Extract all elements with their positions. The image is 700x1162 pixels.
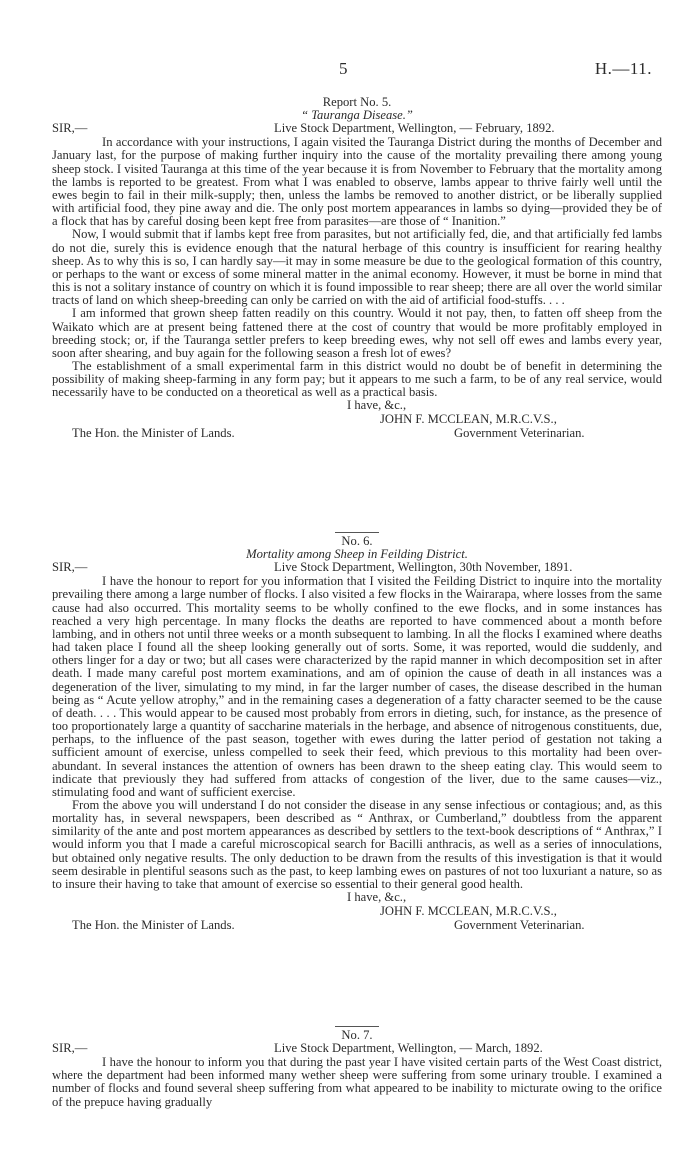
- section-divider: [335, 1026, 379, 1027]
- paragraph: The establishment of a small experimental farm in this district would no doubt be of benefit in determining the possibility of making sheep-farming in any form pay; but it appears to me such a farm, to be of any real service, would necessarily have to be conducted on a theoretical as well as a practical basis.: [52, 358, 662, 400]
- closing-line: [52, 891, 662, 905]
- paragraph: I have the honour to report for you information that I visited the Feilding District to inquire into the mortality prevailing there among a large number of flocks. I also visited a few flocks in the Wairarapa, where losses from the same cause had also occurred. This mortality seems to be wholly confined to the ewe flocks, and in some instances has reached a very high percentage. In many flocks the deaths are reported to have commenced about a month before lambing, and in others not until three weeks or a month subsequent to lambing. In all the flocks I examined where deaths had taken place I found all the sheep looking generally out of sorts. Some, it was reported, would die suddenly, and others linger for a day or two; but all cases were characterized by the rapid manner in which decomposition set in after death. I made many careful post mortem examinations, and am of opinion the cause of death in all instances was a degeneration of the liver, simulating to my mind, in far the larger number of cases, the disease described in the human being as “ Acute yellow atrophy,” and in the remaining cases a degeneration of a fatty character seemed to be the cause of death. . . . This would appear to be caused most probably from errors in dieting, such, for instance, as the presence of too proportionately large a quantity of saccharine materials in the herbage, and absence of nitrogenous constituents, due, perhaps, to the influence of the past season, together with ewes during the latter period of gestation not taking a sufficient amount of exercise, unless compelled to seek their feed, which previous to this mortality had been over-abundant. In several instances the attention of owners has been drawn to the sheep eating clay. This would seem to indicate that previously they had suffered from attacks of congestion of the liver, due to the same causes—viz., stimulating food and want of sufficient exercise.: [52, 574, 662, 799]
- closing: I have, &c.,: [347, 890, 407, 905]
- page-number: 5: [339, 59, 348, 78]
- salutation: SIR,—: [52, 560, 88, 575]
- paragraph: I have the honour to inform you that during the past year I have visited certain parts of the West Coast district, where the department had been informed many wether sheep were suffering from some urinary trouble. I examined a number of flocks and found several sheep suffering from what appeared to be inability to micturate owing to the orifice of the prepuce having gradually: [52, 1055, 662, 1109]
- salutation: SIR,—: [52, 121, 88, 136]
- signer-name: JOHN F. MCCLEAN, M.R.C.V.S.,: [380, 904, 557, 919]
- signer-title: Government Veterinarian.: [454, 918, 585, 933]
- salutation: SIR,—: [52, 1041, 88, 1056]
- salutation-line: [52, 1042, 662, 1056]
- signer-name: JOHN F. MCCLEAN, M.R.C.V.S.,: [380, 412, 557, 427]
- report-7: [52, 1022, 662, 1109]
- signer-title: Government Veterinarian.: [454, 426, 585, 441]
- report-subtitle: “ Tauranga Disease.”: [301, 108, 413, 123]
- salutation-line: [52, 122, 662, 136]
- document-code: H.—11.: [594, 59, 652, 78]
- closing: I have, &c.,: [347, 398, 407, 413]
- recipient: The Hon. the Minister of Lands.: [72, 426, 235, 441]
- closing-line: [52, 399, 662, 413]
- salutation-line: [52, 561, 662, 575]
- signature-block: [52, 905, 662, 933]
- report-subtitle: Mortality among Sheep in Feilding District.: [246, 547, 468, 562]
- recipient: The Hon. the Minister of Lands.: [72, 918, 235, 933]
- section-divider: [335, 532, 379, 533]
- letter-address: Live Stock Department, Wellington, — February, 1892.: [274, 121, 555, 136]
- report-6: [52, 528, 662, 933]
- letter-address: Live Stock Department, Wellington, — March, 1892.: [274, 1041, 543, 1056]
- paragraph: From the above you will understand I do not consider the disease in any sense infectious or contagious; and, as this mortality has, in several newspapers, been described as “ Anthrax, or Cumberland,” doubtless from the apparent similarity of the ante and post mortem appearances as described by settlers to the text-book descriptions of “ Anthrax,” I would inform you that I made a careful microscopical search for Bacilli anthracis, as well as a series of innoculations, but obtained only negative results. The only deduction to be drawn from the results of this investigation is that it would seem desirable in plentiful seasons such as the past, to keep lambing ewes on pastures of not too luxuriant a nature, so as to insure their having to take that amount of exercise so essential to their general good health.: [52, 797, 662, 891]
- paragraph: In accordance with your instructions, I again visited the Tauranga District during the months of December and January last, for the purpose of making further inquiry into the cause of the mortality prevailing there among young sheep stock. I visited Tauranga at this time of the year because it is from November to February that the mortality among the lambs is reported to be greatest. From what I was enabled to observe, lambs appear to thrive fairly well until the ewes begin to fail in their milk-supply; then, unless the lambs be removed to another district, or be liberally supplied with artificial food, they pine away and die. The only post mortem appearances in lambs so dying—provided they be of a flock that has by careful dosing been kept free from parasites—are those of “ Inanition.”: [52, 135, 662, 229]
- report-title: No. 6.: [341, 534, 373, 548]
- signature-block: [52, 413, 662, 441]
- letter-address: Live Stock Department, Wellington, 30th November, 1891.: [274, 560, 573, 575]
- report-title: Report No. 5.: [322, 95, 392, 109]
- report-5: [52, 96, 662, 441]
- report-title: No. 7.: [341, 1028, 373, 1042]
- paragraph: Now, I would submit that if lambs kept free from parasites, but not artificially fed, die, and that artificially fed lambs do not die, surely this is evidence enough that the natural herbage of this country is insufficient for rearing healthy sheep. As to why this is so, I can hardly say—it may in some measure be due to the geological formation of this country, or perhaps to the want or excess of some mineral matter in the animal economy. However, it must be borne in mind that this is not a solitary instance of country on which it is found impossible to rear sheep; there are all over the world similar tracts of land on which sheep-breeding can only be carried on with the aid of artificial food-stuffs. . . .: [52, 227, 662, 308]
- paragraph: I am informed that grown sheep fatten readily on this country. Would it not pay, then, to fatten off sheep from the Waikato which are at present being fattened there at the cost of country that would be more profitably employed in breeding stock; or, if the Tauranga settler prefers to keep breeding ewes, why not sell off ewes and lambs every year, soon after shearing, and buy again for the following season a fresh lot of ewes?: [52, 306, 662, 360]
